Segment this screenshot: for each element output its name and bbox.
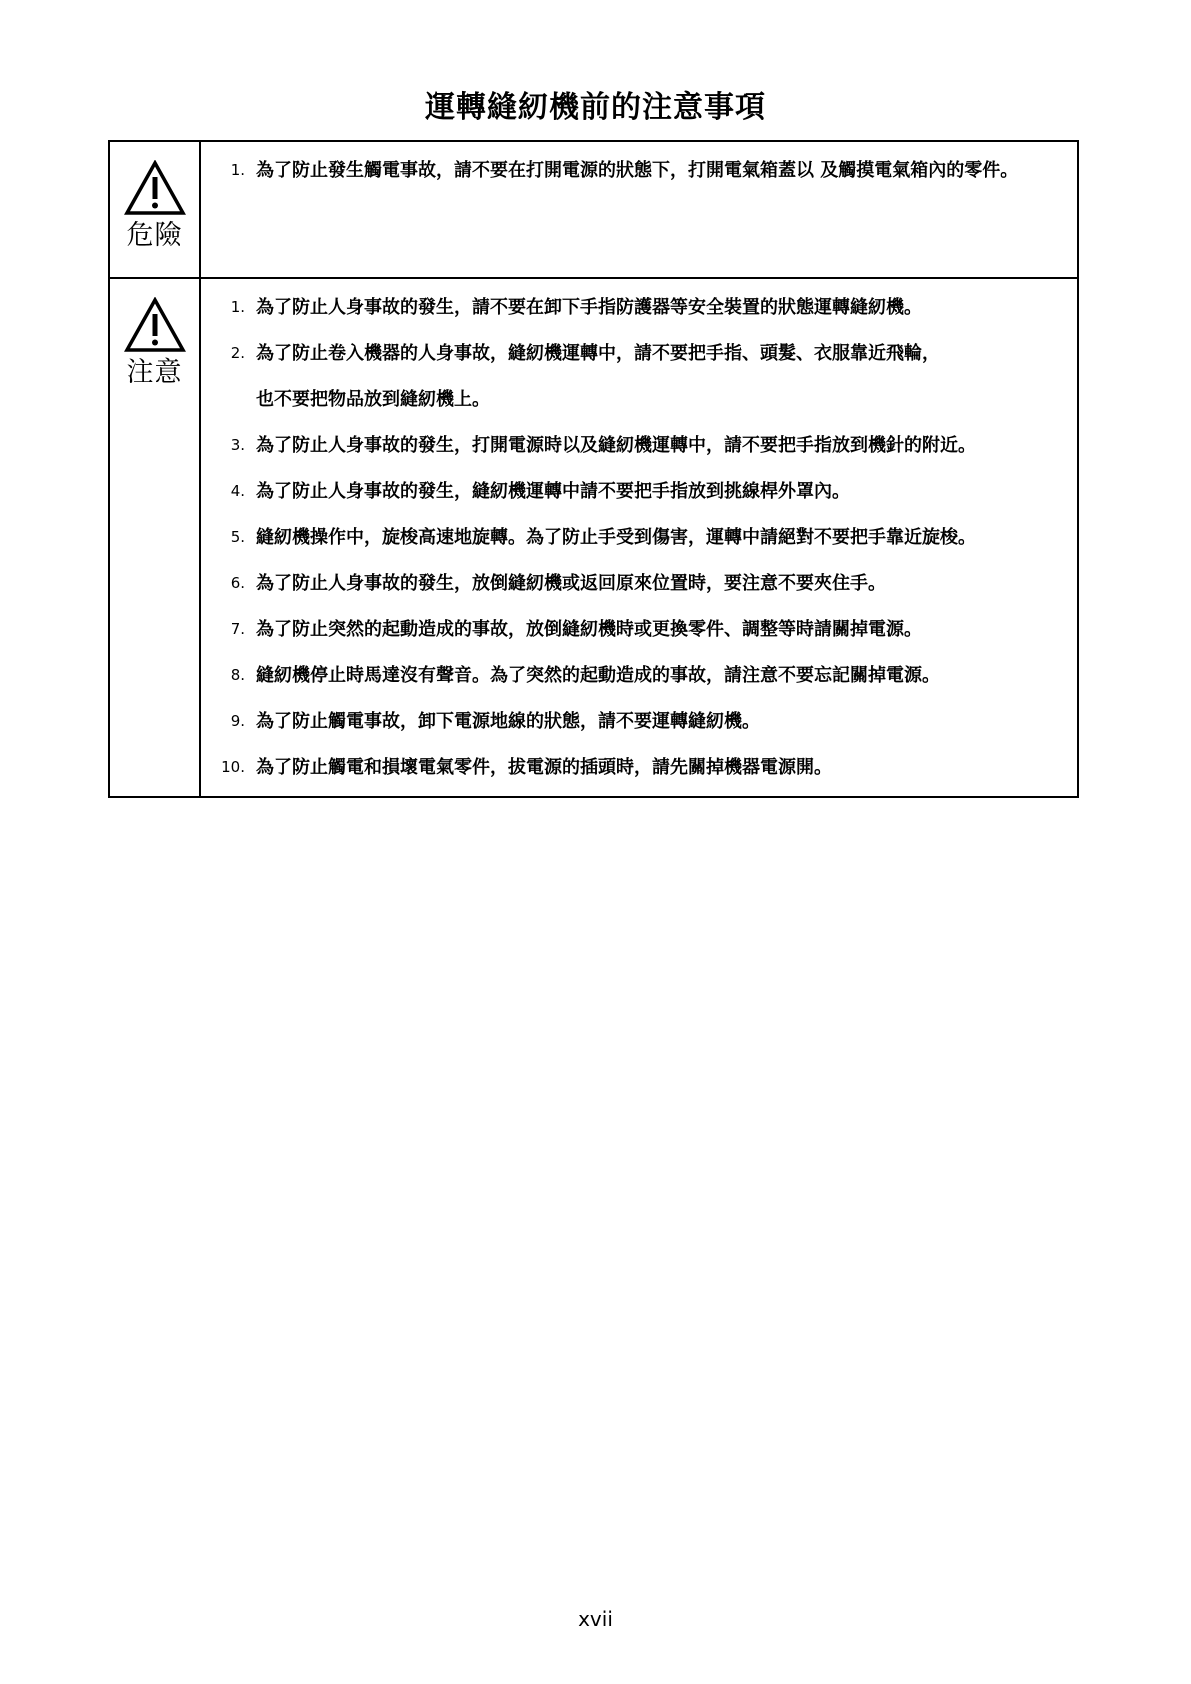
danger-sign <box>110 142 201 277</box>
caution-items <box>201 279 1077 796</box>
item-number: 5. <box>230 528 245 546</box>
item-text: 為了防止人身事故的發生，請不要在卸下手指防護器等安全裝置的狀態運轉縫紉機。 <box>256 297 922 318</box>
warning-triangle-icon <box>124 297 186 353</box>
list-item <box>201 523 1065 552</box>
item-number: 3. <box>230 436 245 454</box>
warning-triangle-icon <box>124 160 186 216</box>
item-number: 1. <box>230 298 245 316</box>
item-number: 8. <box>230 666 245 684</box>
caution-sign <box>110 279 201 796</box>
warning-table <box>108 140 1079 798</box>
list-item <box>201 156 1065 185</box>
list-item <box>201 661 1065 690</box>
item-number: 4. <box>230 482 245 500</box>
item-text: 為了防止觸電事故，卸下電源地線的狀態，請不要運轉縫紉機。 <box>256 711 760 732</box>
item-number: 2. <box>230 344 245 362</box>
page-title: 運轉縫紉機前的注意事項 <box>425 90 766 125</box>
item-text-line-1: 為了防止卷入機器的人身事故，縫紉機運轉中，請不要把手指、頭髮、衣服靠近飛輪， <box>256 343 940 364</box>
danger-label: 危險 <box>126 220 183 251</box>
item-text: 為了防止人身事故的發生，縫紉機運轉中請不要把手指放到挑線桿外罩內。 <box>256 481 850 502</box>
item-text <box>256 339 1065 414</box>
list-item <box>201 615 1065 644</box>
caution-label: 注意 <box>126 357 183 388</box>
page-number: xvii <box>578 1607 613 1631</box>
item-number: 6. <box>230 574 245 592</box>
list-item <box>201 477 1065 506</box>
caution-section <box>110 277 1077 796</box>
danger-items <box>201 142 1077 277</box>
item-number: 10. <box>221 758 245 776</box>
item-number: 7. <box>230 620 245 638</box>
list-item <box>201 707 1065 736</box>
item-number: 9. <box>230 712 245 730</box>
list-item <box>201 569 1065 598</box>
item-text: 為了防止人身事故的發生，打開電源時以及縫紉機運轉中，請不要把手指放到機針的附近。 <box>256 435 976 456</box>
list-item <box>201 431 1065 460</box>
item-text: 為了防止發生觸電事故，請不要在打開電源的狀態下，打開電氣箱蓋以 及觸摸電氣箱內的零件。 <box>256 160 1019 181</box>
list-item <box>201 293 1065 322</box>
list-item <box>201 339 1065 414</box>
danger-section <box>110 142 1077 277</box>
item-number: 1. <box>230 161 245 179</box>
list-item <box>201 753 1065 782</box>
item-text: 縫紉機操作中，旋梭高速地旋轉。為了防止手受到傷害，運轉中請絕對不要把手靠近旋梭。 <box>256 527 976 548</box>
item-text: 為了防止觸電和損壞電氣零件，拔電源的插頭時，請先關掉機器電源開。 <box>256 757 832 778</box>
item-text: 縫紉機停止時馬達沒有聲音。為了突然的起動造成的事故，請注意不要忘記關掉電源。 <box>256 665 940 686</box>
item-text: 為了防止突然的起動造成的事故，放倒縫紉機時或更換零件、調整等時請關掉電源。 <box>256 619 922 640</box>
item-text: 為了防止人身事故的發生，放倒縫紉機或返回原來位置時，要注意不要夾住手。 <box>256 573 886 594</box>
item-text-line-2: 也不要把物品放到縫紉機上。 <box>256 389 490 410</box>
